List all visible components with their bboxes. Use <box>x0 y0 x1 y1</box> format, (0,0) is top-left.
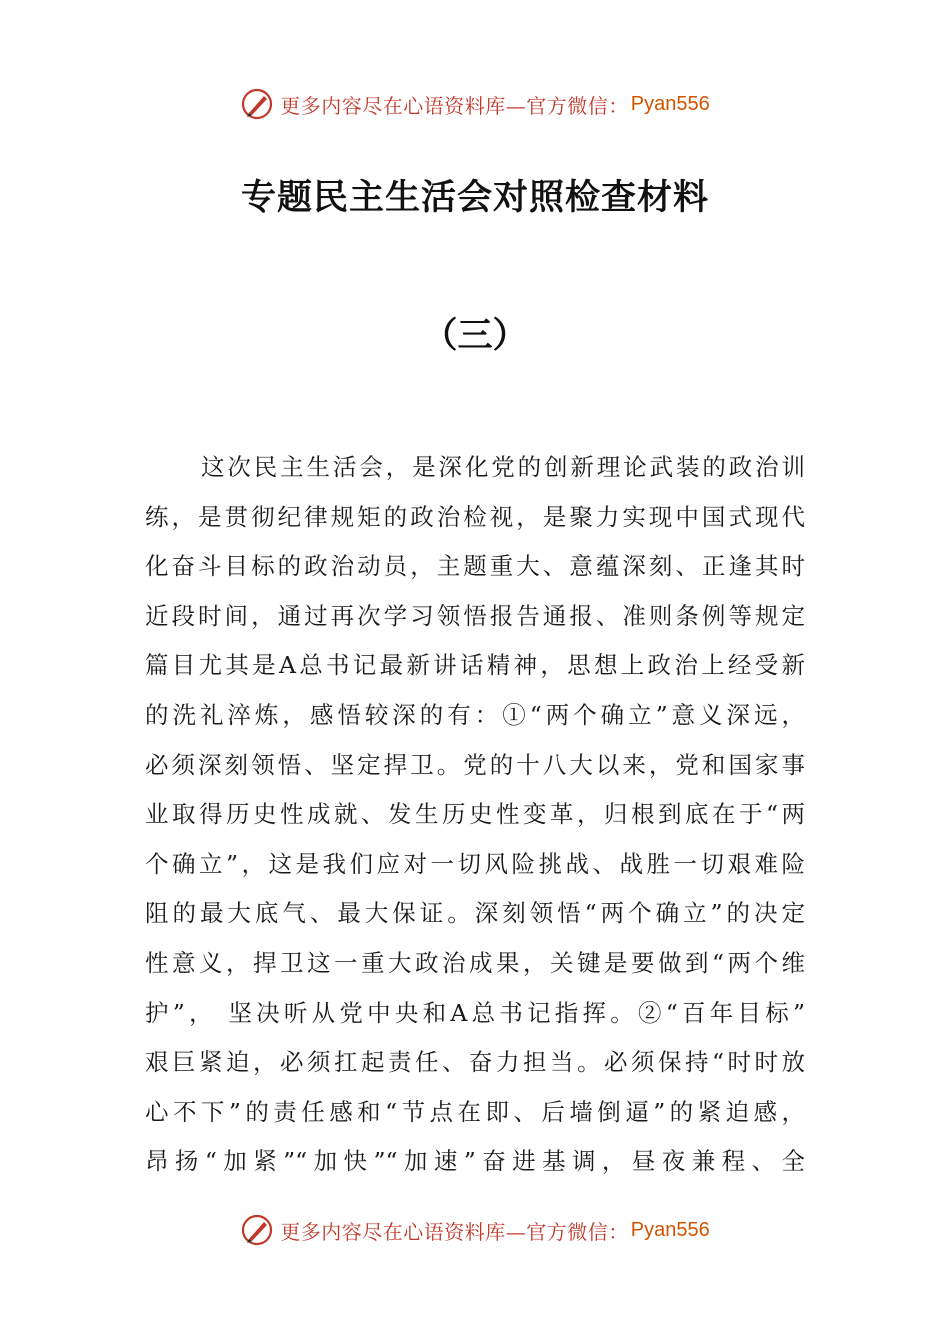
body-line: 近段时间，通过再次学习领悟报告通报、准则条例等规定 <box>145 601 805 630</box>
body-line: 阻的最大底气、最大保证。深刻领悟“两个确立”的决定 <box>145 899 805 928</box>
document-body <box>145 443 805 1188</box>
pen-logo-icon <box>240 1213 274 1247</box>
body-line: 的洗礼淬炼，感悟较深的有：①“两个确立”意义深远， <box>145 700 805 729</box>
watermark-text: 更多内容尽在心语资料库—官方微信： <box>280 93 629 118</box>
body-line: 性意义，捍卫这一重大政治成果，关键是要做到“两个维 <box>145 948 805 977</box>
watermark-wechat-id: Pyan556 <box>630 92 710 115</box>
body-line: 业取得历史性成就、发生历史性变革，归根到底在于“两 <box>145 800 805 829</box>
body-line: 必须深刻领悟、坚定捍卫。党的十八大以来，党和国家事 <box>145 750 805 779</box>
body-line: 昂扬“加紧”“加快”“加速”奋进基调，昼夜兼程、全 <box>145 1147 805 1176</box>
watermark-banner-top <box>0 82 950 126</box>
watermark-wechat-id: Pyan556 <box>630 1218 710 1241</box>
watermark-banner-bottom <box>0 1208 950 1252</box>
body-line: 心不下”的责任感和“节点在即、后墙倒逼”的紧迫感， <box>145 1097 805 1126</box>
body-line: 篇目尤其是A总书记最新讲话精神，思想上政治上经受新 <box>145 651 805 680</box>
body-line: 练，是贯彻纪律规矩的政治检视，是聚力实现中国式现代 <box>145 502 805 531</box>
body-line: 这次民主生活会，是深化党的创新理论武装的政治训 <box>201 453 805 481</box>
body-line: 个确立”，这是我们应对一切风险挑战、战胜一切艰难险 <box>145 849 805 878</box>
watermark-text: 更多内容尽在心语资料库—官方微信： <box>280 1219 629 1244</box>
document-title: 专题民主生活会对照检查材料 <box>240 178 709 218</box>
body-line: 艰巨紧迫，必须扛起责任、奋力担当。必须保持“时时放 <box>145 1048 805 1077</box>
body-line: 护”， 坚决听从党中央和A总书记指挥。②“百年目标” <box>145 998 805 1027</box>
body-line: 化奋斗目标的政治动员，主题重大、意蕴深刻、正逢其时 <box>145 552 805 581</box>
pen-logo-icon <box>240 87 274 121</box>
document-subtitle: （三） <box>422 316 528 356</box>
